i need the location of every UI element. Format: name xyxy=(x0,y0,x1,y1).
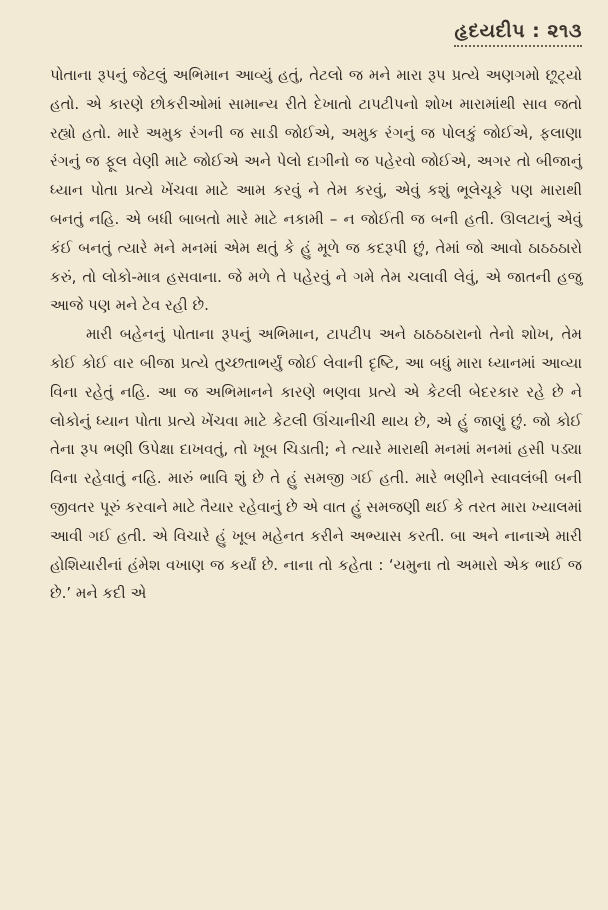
paragraph-1: પોતાના રૂપનું જેટલું અભિમાન આવ્યું હતું, તેટલો જ મને મારા રૂપ પ્રત્યે અણગમો છૂટ્યો હતો. એ કારણે છોકરીઓમાં સામાન્ય રીતે દેખાતો ટાપટીપનો શોખ મારામાંથી સાવ જતો રહ્યો હતો. મારે અમુક રંગની જ સાડી જોઈએ, અમુક રંગનું જ પોલકું જોઈએ, ફલાણા રંગનું જ ફૂલ વેણી માટે જોઈએ અને પેલો દાગીનો જ પહેરવો જોઈએ, અગર તો બીજાનું ધ્યાન પોતા પ્રત્યે ખેંચવા માટે આમ કરવું ને તેમ કરવું, એવું કશું ભૂલેચૂકે પણ મારાથી બનતું નહિ. એ બધી બાબતો મારે માટે નકામી – ન જોઈતી જ બની હતી. ઊલટાનું એવું કંઈ બનતું ત્યારે મને મનમાં એમ થતું કે હું મૂળે જ કદરૂપી છું, તેમાં જો આવો ઠાઠઠઠારો કરું, તો લોકો-માત્ર હસવાના. જે મળે તે પહેરવું ને ગમે તેમ ચલાવી લેવું, એ જાતની હજુ આજે પણ મને ટેવ રહી છે. xyxy=(50,66,583,315)
running-head xyxy=(50,20,582,47)
page-header-title: હૃદયદીપ : ૨૧૩ xyxy=(454,20,582,47)
body-text xyxy=(50,61,582,608)
paragraph-2: મારી બહેનનું પોતાના રૂપનું અભિમાન, ટાપટીપ અને ઠાઠઠઠારાનો તેનો શોખ, તેમ કોઈ કોઈ વાર બીજા પ્રત્યે તુચ્છતાભર્યું જોઈ લેવાની દૃષ્ટિ, આ બધું મારા ધ્યાનમાં આવ્યા વિના રહેતું નહિ. આ જ અભિમાનને કારણે ભણવા પ્રત્યે એ કેટલી બેદરકાર રહે છે ને લોકોનું ધ્યાન પોતા પ્રત્યે ખેંચવા માટે કેટલી ઊંચાનીચી થાય છે, એ હું જાણું છું. જો કોઈ તેના રૂપ ભણી ઉપેક્ષા દાખવતું, તો ખૂબ ચિડાતી; ને ત્યારે મારાથી મનમાં મનમાં હસી પડ્યા વિના રહેવાતું નહિ. મારું ભાવિ શું છે તે હું સમજી ગઈ હતી. મારે ભણીને સ્વાવલંબી બની જીવતર પૂરું કરવાને માટે તૈયાર રહેવાનું છે એ વાત હું સમજણી થઈ કે તરત મારા ખ્યાલમાં આવી ગઈ હતી. એ વિચારે હું ખૂબ મહેનત કરીને અભ્યાસ કરતી. બા અને નાનાએ મારી હોશિયારીનાં હંમેશ વખાણ જ કર્યાં છે. નાના તો કહેતા : ‘યમુના તો અમારો એક ભાઈ જ છે.’ મને કદી એ xyxy=(50,325,582,603)
